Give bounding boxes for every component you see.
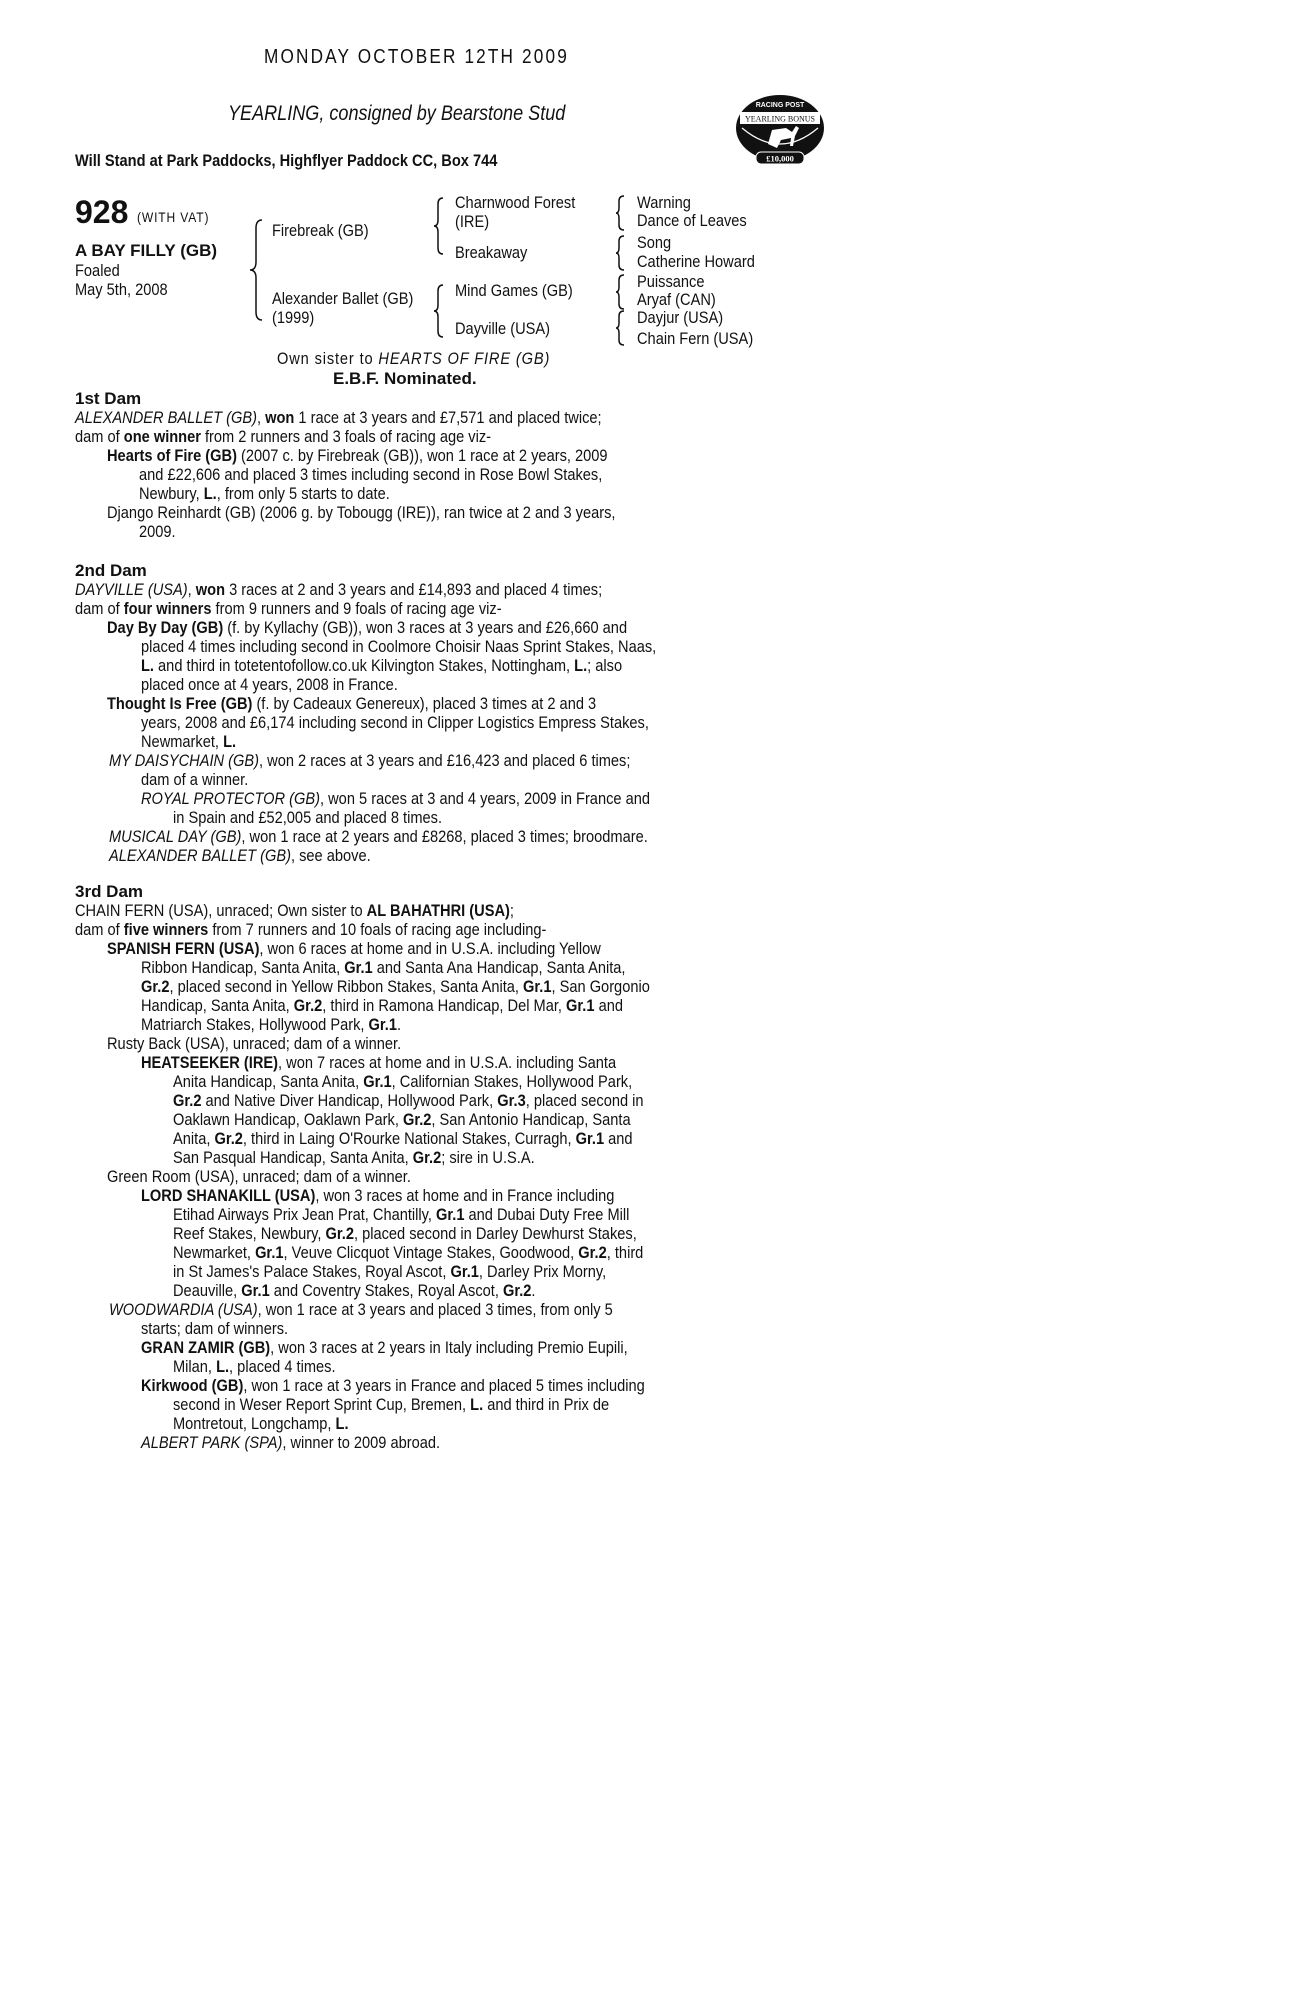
third-dam-line: [109, 1300, 613, 1320]
text: (2007 c. by Firebreak (GB)), won 1 race at 2 years, 2009: [236, 446, 608, 465]
text: Etihad Airways Prix Jean Prat, Chantilly,: [173, 1205, 436, 1224]
third-dam-line: [173, 1224, 637, 1244]
progeny-name: ROYAL PROTECTOR (GB): [141, 789, 321, 808]
grade-label: Gr.1: [450, 1262, 479, 1281]
first-dam-line: [139, 484, 390, 504]
text: , won 3 races at home and in France including: [315, 1186, 615, 1205]
text: Anita,: [173, 1129, 215, 1148]
text: , Californian Stakes, Hollywood Park,: [391, 1072, 633, 1091]
third-dam-line: [173, 1091, 644, 1111]
text: , placed second in Yellow Ribbon Stakes, Santa Anita,: [169, 977, 524, 996]
first-dam-line: [75, 408, 602, 428]
text: Matriarch Stakes, Hollywood Park,: [141, 1015, 369, 1034]
foaled-date: May 5th, 2008: [75, 280, 168, 299]
dam-name: ALEXANDER BALLET (GB): [75, 408, 257, 427]
progeny-name: MUSICAL DAY (GB): [109, 827, 242, 846]
text: Anita Handicap, Santa Anita,: [173, 1072, 364, 1091]
text: , won 7 races at home and in U.S.A. including Santa: [278, 1053, 617, 1072]
grade-label: Gr.1: [566, 996, 595, 1015]
second-dam-line: dam of a winner.: [141, 770, 249, 789]
separator: ,: [256, 408, 266, 427]
third-dam-line: [75, 920, 546, 940]
text: , Darley Prix Morny,: [478, 1262, 607, 1281]
text: , won 1 race at 3 years in France and placed 5 times including: [243, 1376, 645, 1395]
progeny-name: ALEXANDER BALLET (GB): [109, 846, 291, 865]
second-dam-line: [107, 618, 627, 638]
text: from 9 runners and 9 foals of racing age viz-: [211, 599, 502, 618]
third-dam-line: Green Room (USA), unraced; dam of a winner.: [107, 1167, 411, 1186]
first-dam-line: [107, 446, 608, 466]
second-dam-line: years, 2008 and £6,174 including second in Clipper Logistics Empress Stakes,: [141, 713, 649, 732]
third-dam-line: [141, 1338, 628, 1358]
badge-bottom-text: £10,000: [766, 153, 794, 164]
third-dam-line: [141, 1433, 440, 1453]
badge-middle-text: YEARLING BONUS: [745, 114, 815, 124]
text: Oaklawn Handicap, Oaklawn Park,: [173, 1110, 403, 1129]
record-text: 1 race at 3 years and £7,571 and placed twice;: [294, 408, 602, 427]
badge-top-text: RACING POST: [755, 102, 805, 109]
grade-label: Gr.3: [497, 1091, 526, 1110]
text: and: [604, 1129, 633, 1148]
third-dam-line: [141, 977, 650, 997]
won-label: won: [195, 580, 226, 599]
text: , third: [606, 1243, 644, 1262]
text: , from only 5 starts to date.: [216, 484, 390, 503]
pedigree-brace-g2: [614, 234, 626, 272]
pedigree-sire-sire-country: (IRE): [455, 212, 490, 231]
listed-label: L.: [216, 1357, 230, 1376]
dam-name: DAYVILLE (USA): [75, 580, 188, 599]
text: , winner to 2009 abroad.: [282, 1433, 441, 1452]
text: dam of: [75, 920, 124, 939]
grade-label: Gr.2: [214, 1129, 243, 1148]
second-dam-line: [75, 580, 602, 600]
progeny-name: HEATSEEKER (IRE): [141, 1053, 279, 1072]
text: Handicap, Santa Anita,: [141, 996, 294, 1015]
stand-location: Will Stand at Park Paddocks, Highflyer Paddock CC, Box 744: [75, 151, 498, 170]
grade-label: Gr.1: [575, 1129, 605, 1148]
text: Ribbon Handicap, Santa Anita,: [141, 958, 345, 977]
third-dam-line: [141, 958, 625, 978]
text: and: [594, 996, 623, 1015]
second-dam-line: [141, 732, 236, 752]
progeny-name: Kirkwood (GB): [141, 1376, 244, 1395]
second-dam-line: [109, 827, 648, 847]
text: , won 3 races at 2 years in Italy including Premio Eupili,: [270, 1338, 628, 1357]
own-sister-name: HEARTS OF FIRE (GB): [378, 349, 551, 368]
pedigree-brace-g1: [614, 194, 626, 232]
progeny-name: LORD SHANAKILL (USA): [141, 1186, 316, 1205]
own-sister-note: [277, 349, 550, 369]
grade-label: Gr.1: [344, 958, 373, 977]
progeny-name: Thought Is Free (GB): [107, 694, 253, 713]
text: , see above.: [290, 846, 371, 865]
won-label: won: [265, 408, 295, 427]
text: , San Gorgonio: [551, 977, 650, 996]
text: , placed second in: [525, 1091, 644, 1110]
text: , placed second in Darley Dewhurst Stakes,: [353, 1224, 637, 1243]
text: , won 1 race at 3 years and placed 3 times, from only 5: [257, 1300, 613, 1319]
third-dam-line: [173, 1262, 606, 1282]
text: and Dubai Duty Free Mill: [464, 1205, 630, 1224]
second-dam-line: [141, 789, 650, 809]
third-dam-line: [141, 996, 623, 1016]
grade-label: Gr.2: [402, 1110, 432, 1129]
text: Newbury,: [139, 484, 204, 503]
text: CHAIN FERN (USA), unraced; Own sister to: [75, 901, 367, 920]
pedigree-g7: Dayjur (USA): [637, 308, 724, 327]
pedigree-g8: Chain Fern (USA): [637, 329, 754, 348]
pedigree-g4: Catherine Howard: [637, 252, 755, 271]
grade-label: Gr.1: [435, 1205, 465, 1224]
pedigree-g2: Dance of Leaves: [637, 211, 747, 230]
text: ;: [509, 901, 514, 920]
separator: ,: [187, 580, 196, 599]
third-dam-line: [141, 1186, 614, 1206]
text: Reef Stakes, Newbury,: [173, 1224, 326, 1243]
second-dam-line: [107, 694, 596, 714]
pedigree-g1: Warning: [637, 193, 691, 212]
second-dam-line: placed 4 times including second in Coolmore Choisir Naas Sprint Stakes, Naas,: [141, 637, 657, 656]
third-dam-line: Rusty Back (USA), unraced; dam of a winner.: [107, 1034, 402, 1053]
text: , San Antonio Handicap, Santa: [431, 1110, 631, 1129]
pedigree-dam-dam: Dayville (USA): [455, 319, 551, 338]
pedigree-dam-sire: Mind Games (GB): [455, 281, 573, 300]
third-dam-line: [173, 1243, 643, 1263]
winners-count: four winners: [123, 599, 212, 618]
pedigree-sire-dam: Breakaway: [455, 243, 528, 262]
listed-label: L.: [470, 1395, 484, 1414]
pedigree-brace-main: [248, 218, 266, 322]
third-dam-line: [173, 1357, 336, 1377]
text: dam of: [75, 427, 124, 446]
text: in St James's Palace Stakes, Royal Ascot,: [173, 1262, 451, 1281]
pedigree-brace-g4: [614, 309, 626, 347]
first-dam-line: [75, 427, 491, 447]
pedigree-g6: Aryaf (CAN): [637, 290, 716, 309]
own-sister-prefix: Own sister to: [277, 349, 379, 368]
vat-label: (WITH VAT): [137, 209, 210, 225]
first-dam-heading: 1st Dam: [75, 389, 142, 408]
pedigree-sire: Firebreak (GB): [272, 221, 369, 240]
pedigree-g5: Puissance: [637, 272, 705, 291]
sale-date: MONDAY OCTOBER 12TH 2009: [264, 46, 569, 68]
third-dam-line: [173, 1072, 632, 1092]
text: from 2 runners and 3 foals of racing age viz-: [200, 427, 492, 446]
listed-label: L.: [223, 732, 237, 751]
second-dam-line: in Spain and £52,005 and placed 8 times.: [173, 808, 443, 827]
grade-label: Gr.2: [173, 1091, 202, 1110]
pedigree-sire-sire: Charnwood Forest: [455, 193, 576, 212]
grade-label: Gr.1: [255, 1243, 284, 1262]
text: from 7 runners and 10 foals of racing age including-: [208, 920, 547, 939]
third-dam-line: [173, 1129, 633, 1149]
record-text: 3 races at 2 and 3 years and £14,893 and placed 4 times;: [225, 580, 603, 599]
text: , third in Ramona Handicap, Del Mar,: [322, 996, 567, 1015]
text: San Pasqual Handicap, Santa Anita,: [173, 1148, 413, 1167]
text: and third in Prix de: [483, 1395, 610, 1414]
pedigree-dam-year: (1999): [272, 308, 315, 327]
second-dam-line: placed once at 4 years, 2008 in France.: [141, 675, 398, 694]
third-dam-line: [173, 1205, 629, 1225]
text: Newmarket,: [173, 1243, 256, 1262]
text: Milan,: [173, 1357, 217, 1376]
winners-count: five winners: [123, 920, 209, 939]
text: ; also: [587, 656, 623, 675]
lot-number: 928: [75, 194, 129, 230]
progeny-name: SPANISH FERN (USA): [107, 939, 260, 958]
progeny-name: WOODWARDIA (USA): [109, 1300, 258, 1319]
text: ; sire in U.S.A.: [441, 1148, 535, 1167]
pedigree-brace-dam: [432, 283, 446, 339]
second-dam-line: [75, 599, 502, 619]
text: , third in Laing O'Rourke National Stakes, Curragh,: [242, 1129, 576, 1148]
listed-label: L.: [335, 1414, 349, 1433]
text: , won 1 race at 2 years and £8268, placed 3 times; broodmare.: [241, 827, 648, 846]
second-dam-line: [109, 751, 630, 771]
grade-label: Gr.1: [241, 1281, 270, 1300]
second-dam-line: [109, 846, 371, 866]
first-dam-line: and £22,606 and placed 3 times including second in Rose Bowl Stakes,: [139, 465, 603, 484]
text: Montretout, Longchamp,: [173, 1414, 336, 1433]
text: Newmarket,: [141, 732, 224, 751]
grade-label: Gr.2: [578, 1243, 607, 1262]
grade-label: Gr.2: [502, 1281, 532, 1300]
progeny-name: GRAN ZAMIR (GB): [141, 1338, 271, 1357]
yearling-bonus-badge-icon: [732, 92, 828, 168]
third-dam-line: [173, 1281, 535, 1301]
text: second in Weser Report Sprint Cup, Bremen,: [173, 1395, 471, 1414]
third-dam-line: [141, 1376, 645, 1396]
yearling-bonus-badge: [732, 92, 828, 173]
foaled-label: Foaled: [75, 261, 120, 280]
third-dam-line: [141, 1053, 616, 1073]
winners-count: one winner: [123, 427, 201, 446]
third-dam-line: [141, 1015, 401, 1035]
third-dam-line: [107, 939, 601, 959]
text: , Veuve Clicquot Vintage Stakes, Goodwood,: [283, 1243, 579, 1262]
first-dam-line: Django Reinhardt (GB) (2006 g. by Tobougg (IRE)), ran twice at 2 and 3 years,: [107, 503, 616, 522]
first-dam-line: 2009.: [139, 522, 176, 541]
text: dam of: [75, 599, 124, 618]
text: .: [396, 1015, 402, 1034]
pedigree-g3: Song: [637, 233, 672, 252]
second-dam-line: [141, 656, 622, 676]
progeny-name: Day By Day (GB): [107, 618, 224, 637]
text: (f. by Kyllachy (GB)), won 3 races at 3 years and £26,660 and: [223, 618, 628, 637]
pedigree-dam-name: Alexander Ballet (GB): [272, 289, 414, 308]
third-dam-line: [173, 1395, 609, 1415]
grade-label: Gr.2: [412, 1148, 442, 1167]
text: and third in totetentofollow.co.uk Kilvington Stakes, Nottingham,: [153, 656, 575, 675]
grade-label: Gr.2: [141, 977, 170, 996]
third-dam-line: [75, 901, 514, 921]
text: Deauville,: [173, 1281, 242, 1300]
third-dam-line: [173, 1110, 631, 1130]
grade-label: Gr.1: [363, 1072, 392, 1091]
third-dam-line: [173, 1148, 535, 1168]
text: and Native Diver Handicap, Hollywood Park,: [201, 1091, 498, 1110]
text: , won 2 races at 3 years and £16,423 and placed 6 times;: [259, 751, 631, 770]
text: and Coventry Stakes, Royal Ascot,: [269, 1281, 503, 1300]
listed-label: L.: [574, 656, 588, 675]
listed-label: L.: [141, 656, 154, 675]
grade-label: Gr.1: [523, 977, 552, 996]
text: and Santa Ana Handicap, Santa Anita,: [372, 958, 626, 977]
second-dam-heading: 2nd Dam: [75, 561, 147, 580]
text: (f. by Cadeaux Genereux), placed 3 times at 2 and 3: [252, 694, 597, 713]
third-dam-line: [173, 1414, 349, 1434]
progeny-name: MY DAISYCHAIN (GB): [109, 751, 260, 770]
consignment-line: YEARLING, consigned by Bearstone Stud: [228, 102, 566, 125]
grade-label: Gr.1: [368, 1015, 397, 1034]
horse-description: A BAY FILLY (GB): [75, 241, 218, 260]
text: .: [531, 1281, 536, 1300]
progeny-name: Hearts of Fire (GB): [107, 446, 237, 465]
pedigree-brace-sire: [432, 196, 446, 256]
ebf-note: E.B.F. Nominated.: [333, 369, 477, 388]
sibling-name: AL BAHATHRI (USA): [366, 901, 510, 920]
text: , won 5 races at 3 and 4 years, 2009 in France and: [320, 789, 650, 808]
text: , placed 4 times.: [229, 1357, 336, 1376]
progeny-name: ALBERT PARK (SPA): [141, 1433, 283, 1452]
pedigree-brace-g3: [614, 273, 626, 311]
third-dam-line: starts; dam of winners.: [141, 1319, 289, 1338]
listed-label: L.: [203, 484, 217, 503]
third-dam-heading: 3rd Dam: [75, 882, 144, 901]
grade-label: Gr.2: [325, 1224, 354, 1243]
text: , won 6 races at home and in U.S.A. including Yellow: [259, 939, 601, 958]
grade-label: Gr.2: [293, 996, 323, 1015]
